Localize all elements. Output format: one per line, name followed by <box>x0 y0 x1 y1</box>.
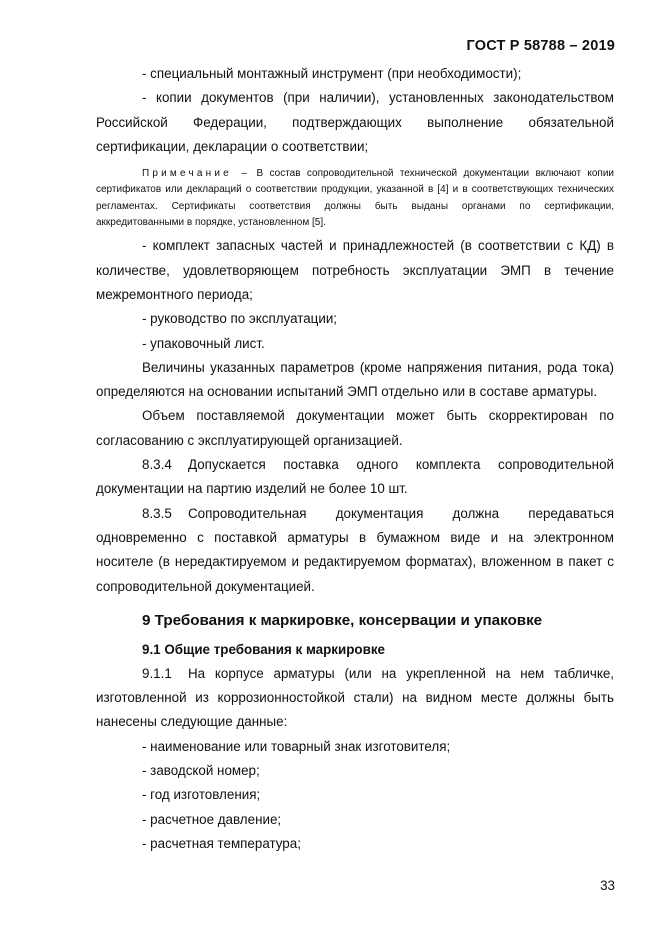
paragraph: Объем поставляемой документации может быть скорректирован по согласованию с эксплуатирующей организацией. <box>96 408 614 448</box>
list-item: - заводской номер; <box>142 763 260 779</box>
clause-text: Сопроводительная документация должна передаваться одновременно с поставкой арматуры в бумажном виде и на электронном носителе (в нередактируемом и редактируемом форматах), вложенном в пакет с сопроводительной документацией. <box>96 505 614 594</box>
list-item: - специальный монтажный инструмент (при необходимости); <box>142 66 522 81</box>
standard-header: ГОСТ Р 58788 – 2019 <box>466 38 615 54</box>
clause-text: Допускается поставка одного комплекта сопроводительной документации на партию изделий не более 10 шт. <box>96 457 614 497</box>
list-item: - копии документов (при наличии), установленных законодательством Российской Федерации, подтверждающих выполнение обязательной сертификации, декларации о соответствии; <box>96 90 614 154</box>
list-item: - расчетная температура; <box>142 835 301 851</box>
list-item: - руководство по эксплуатации; <box>142 311 338 327</box>
list-item: - комплект запасных частей и принадлежностей (в соответствии с КД) в количестве, удовлетворяющем потребность эксплуатации ЭМП в течение межремонтного периода; <box>96 238 614 302</box>
note-text: В состав сопроводительной технической документации включают копии сертификатов или деклараций о соответствии продукции, указанной в [4] и в соответствующих технических регламентах. Сертификаты соответствия должны быть выданы органами по сертификации, аккредитованными в порядке, установленном [5]. <box>96 168 614 229</box>
clause-8-3-5 <box>96 502 614 599</box>
note-block <box>96 166 614 231</box>
page-content <box>96 62 614 856</box>
clause-8-3-4 <box>96 453 614 502</box>
list-item: - год изготовления; <box>142 787 261 803</box>
list-item: - упаковочный лист. <box>142 335 265 351</box>
paragraph: Величины указанных параметров (кроме напряжения питания, рода тока) определяются на основании испытаний ЭМП отдельно или в составе арматуры. <box>96 359 614 400</box>
list-item: - наименование или товарный знак изготовителя; <box>142 738 451 754</box>
section-heading: 9 Требования к маркировке, консервации и упаковке <box>142 611 543 629</box>
page-number: 33 <box>600 878 615 893</box>
clause-9-1-1 <box>96 662 614 735</box>
clause-number: 8.3.4 <box>142 457 172 473</box>
note-label: Примечание – <box>142 168 251 180</box>
clause-number: 9.1.1 <box>142 665 172 681</box>
list-item: - расчетное давление; <box>142 811 282 827</box>
clause-number: 8.3.5 <box>142 505 172 521</box>
clause-text: На корпусе арматуры (или на укрепленной на нем табличке, изготовленной из коррозионностойкой стали) на видном месте должны быть нанесены следующие данные: <box>96 665 614 730</box>
subsection-heading: 9.1 Общие требования к маркировке <box>142 641 385 657</box>
